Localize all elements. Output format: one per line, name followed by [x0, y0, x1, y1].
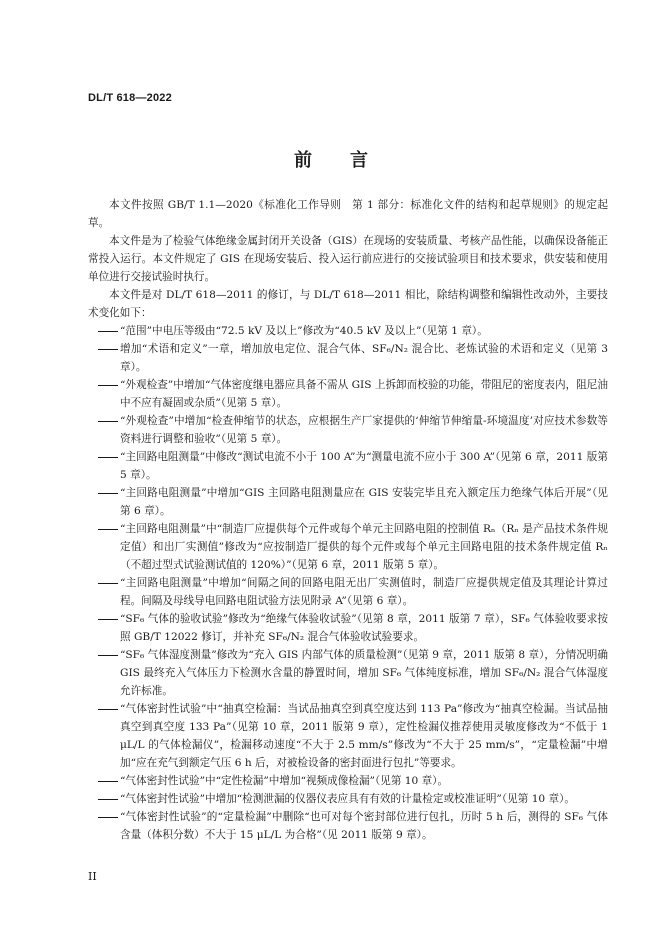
change-text: 增加“术语和定义”一章，增加放电定位、混合气体、SF₆/N₂ 混合比、老炼试验的术语和定义（见第 3 章）。 [120, 343, 608, 373]
change-text: “气体密封性试验”中“定性检漏”中增加“视频成像检漏”（见第 10 章）。 [120, 775, 449, 787]
change-item [88, 520, 608, 574]
change-item [88, 448, 608, 484]
change-item [88, 646, 608, 700]
paragraph: 本文件是对 DL/T 618—2011 的修订，与 DL/T 618—2011 相比，除结构调整和编辑性改动外，主要技术变化如下： [88, 289, 608, 319]
change-text: “主回路电阻测量”中修改“测试电流不小于 100 A”为“测量电流不应小于 300 A”（见第 6 章，2011 版第 5 章）。 [120, 451, 608, 481]
changes-list [88, 322, 608, 844]
standard-number: DL/T 618—2022 [88, 92, 172, 104]
change-text: “气体密封性试验”的“定量检漏”中删除“也可对每个密封部位进行包扎，历时 5 h 后，测得的 SF₆ 气体含量（体积分数）不大于 15 μL/L 为合格”（见 2011 版第 9 章）。 [120, 811, 608, 841]
paragraph: 本文件是为了检验气体绝缘金属封闭开关设备（GIS）在现场的安装质量、考核产品性能，以确保设备能正常投入运行。本文件规定了 GIS 在现场安装后、投入运行前应进行的交接试验项目和技术要求，供安装和使用单位进行交接试验时执行。 [88, 235, 608, 283]
change-text: “SF₆ 气体湿度测量”修改为“充入 GIS 内部气体的质量检测”（见第 9 章，2011 版第 8 章），分情况明确 GIS 最终充入气体压力下检测水含量的静置时间，增加 SF₆ 气体纯度标准，增加 SF₆/N₂ 混合气体湿度允许标准。 [120, 649, 608, 697]
change-item [88, 790, 608, 808]
change-item [88, 412, 608, 448]
change-text: “主回路电阻测量”中增加“间隔之间的回路电阻无出厂实测值时，制造厂应提供规定值及其理论计算过程。间隔及母线导电回路电阻试验方法见附录 A”（见第 6 章）。 [120, 577, 608, 607]
change-item [88, 484, 608, 520]
change-text: “气体密封性试验”中“抽真空检漏：当试品抽真空到真空度达到 113 Pa”修改为“抽真空检漏。当试品抽真空到真空度 133 Pa”（见第 10 章，2011 版第 9 章），定性检漏仪推荐使用灵敏度修改为“不低于 1 μL/L 的气体检漏仪”，检漏移动速度“不大于 2.5 mm/s”修改为“不大于 25 mm/s”，“定量检漏”中增加“应在充气到额定气压 6 h 后，对被检设备的密封面进行包扎”等要求。 [120, 703, 608, 769]
change-text: “主回路电阻测量”中增加“GIS 主回路电阻测量应在 GIS 安装完毕且充入额定压力绝缘气体后开展”（见第 6 章）。 [120, 487, 608, 517]
foreword-body [88, 190, 608, 844]
change-item [88, 700, 608, 772]
change-text: “SF₆ 气体的验收试验”修改为“绝缘气体验收试验”（见第 8 章，2011 版第 7 章），SF₆ 气体验收要求按照 GB/T 12022 修订，并补充 SF₆/N₂ 混合气体验收试验要求。 [120, 613, 608, 643]
change-text: “气体密封性试验”中增加“检测泄漏的仪器仪表应具有有效的计量检定或校准证明”（见第 10 章）。 [120, 793, 576, 805]
change-item [88, 376, 608, 412]
paragraph: 本文件按照 GB/T 1.1—2020《标准化工作导则 第 1 部分：标准化文件的结构和起草规则》的规定起草。 [88, 199, 608, 229]
change-item [88, 808, 608, 844]
change-text: “主回路电阻测量”中“制造厂应提供每个元件或每个单元主回路电阻的控制值 Rₙ（Rₙ 是产品技术条件规定值）和出厂实测值”修改为“应按制造厂提供的每个元件或每个单元主回路电阻的技术条件规定值 Rₙ（不超过型式试验测试值的 120%）”（见第 6 章，2011 版第 5 章）。 [120, 523, 608, 571]
change-item [88, 610, 608, 646]
change-item [88, 340, 608, 376]
page-number: II [88, 870, 97, 883]
change-text: “外观检查”中增加“检查伸缩节的状态，应根据生产厂家提供的‘伸缩节伸缩量-环境温度’对应技术参数等资料进行调整和验收”（见第 5 章）。 [120, 415, 608, 445]
change-text: “范围”中电压等级由“72.5 kV 及以上”修改为“40.5 kV 及以上”（见第 1 章）。 [120, 325, 488, 337]
change-item [88, 772, 608, 790]
page-title: 前言 [294, 150, 406, 171]
change-item [88, 322, 608, 340]
change-item [88, 574, 608, 610]
change-text: “外观检查”中增加“气体密度继电器应具备不需从 GIS 上拆卸而校验的功能，带阻尼的密度表内，阻尼油中不应有凝固或杂质”（见第 5 章）。 [120, 379, 608, 409]
